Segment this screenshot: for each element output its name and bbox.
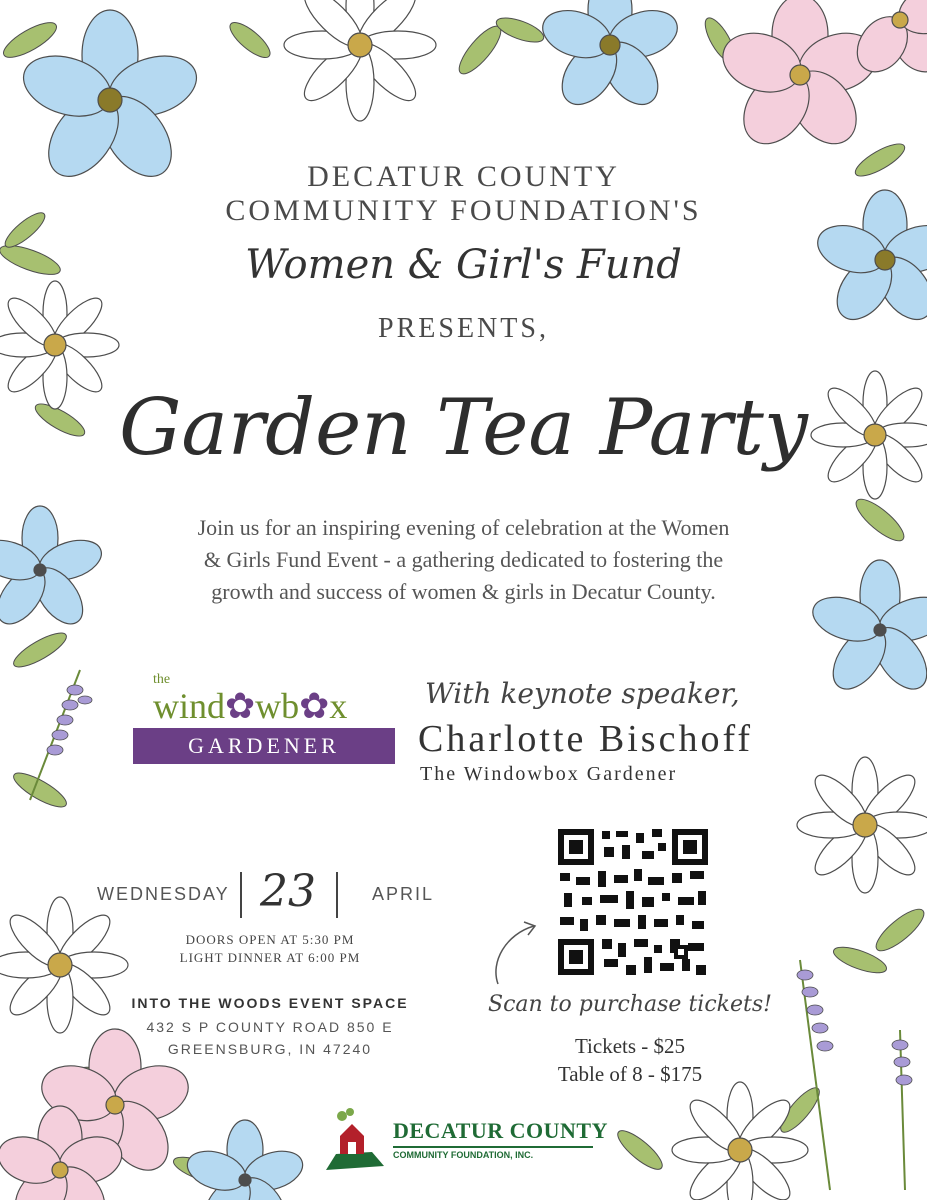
logo-word-c: x	[329, 686, 348, 726]
foundation-name-line1: DECATUR COUNTY	[307, 160, 620, 193]
keynote-speaker-title: The Windowbox Gardener	[420, 763, 678, 785]
keynote-speaker-name: Charlotte Bischoff	[418, 718, 754, 760]
venue-street: 432 S P COUNTY ROAD 850 E	[146, 1019, 394, 1035]
event-description	[80, 512, 847, 608]
fund-name: Women & Girl's Fund	[245, 242, 682, 288]
date-month: APRIL	[372, 884, 435, 904]
description-line-2: & Girls Fund Event - a gathering dedicated to fostering the	[203, 547, 724, 572]
barn-logo-icon	[322, 1104, 388, 1176]
description-line-1: Join us for an inspiring evening of celebration at the Women	[197, 515, 730, 540]
date-divider-left	[240, 872, 242, 918]
logo-the-label: the	[153, 672, 171, 687]
footer-foundation-sub: COMMUNITY FOUNDATION, INC.	[393, 1150, 534, 1160]
flower-o-icon: ✿	[225, 686, 256, 726]
venue-name: INTO THE WOODS EVENT SPACE	[131, 995, 409, 1011]
ticket-price: Tickets - $25	[574, 1034, 686, 1058]
logo-banner: GARDENER	[133, 728, 395, 764]
curved-arrow-icon	[488, 912, 548, 992]
description-line-3: growth and success of women & girls in Decatur County.	[211, 579, 716, 604]
dinner-time: LIGHT DINNER AT 6:00 PM	[179, 950, 361, 965]
date-divider-right	[336, 872, 338, 918]
logo-wordmark	[153, 686, 347, 726]
ticket-qr-code[interactable]	[556, 827, 710, 977]
table-price: Table of 8 - $175	[557, 1062, 703, 1086]
foundation-name-line2: COMMUNITY FOUNDATION'S	[225, 194, 702, 227]
event-title: Garden Tea Party	[119, 383, 808, 473]
scan-instruction: Scan to purchase tickets!	[488, 992, 772, 1017]
doors-time: DOORS OPEN AT 5:30 PM	[185, 932, 355, 947]
logo-word-b: wb	[255, 686, 300, 726]
logo-word-a: wind	[153, 686, 225, 726]
windowbox-gardener-logo	[133, 672, 399, 772]
venue-city: GREENSBURG, IN 47240	[167, 1041, 373, 1057]
presents-label: PRESENTS,	[378, 313, 549, 344]
footer-foundation-divider	[393, 1146, 593, 1148]
date-day: 23	[260, 866, 316, 917]
flower-o-icon: ✿	[299, 686, 330, 726]
date-weekday: WEDNESDAY	[97, 884, 230, 904]
footer-foundation-name: DECATUR COUNTY	[393, 1118, 608, 1143]
keynote-intro: With keynote speaker,	[425, 677, 740, 710]
